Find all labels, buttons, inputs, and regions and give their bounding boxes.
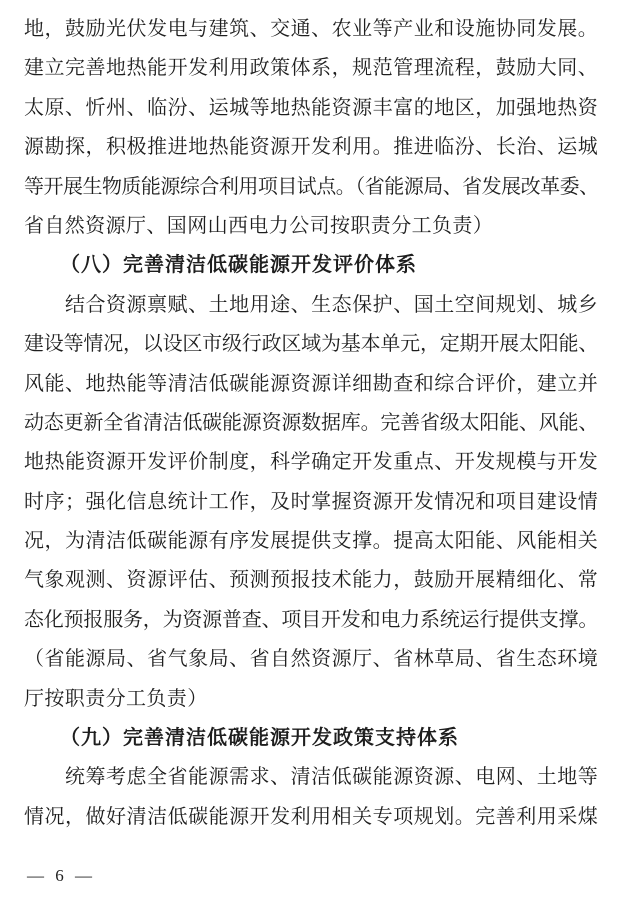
text-line: （省能源局、省气象局、省自然资源厅、省林草局、省生态环境 [24, 648, 598, 671]
text-line: 源勘探，积极推进地热能资源开发利用。推进临汾、长治、运城 [24, 136, 598, 159]
text-line: 结合资源禀赋、土地用途、生态保护、国土空间规划、城乡 [65, 293, 598, 316]
page-number: — 6 — [27, 866, 94, 885]
text-line: 统筹考虑全省能源需求、清洁低碳能源资源、电网、土地等 [65, 766, 598, 789]
text-line: 等开展生物质能源综合利用项目试点。（省能源局、省发展改革委、 [24, 175, 598, 198]
text-line: 建设等情况，以设区市级行政区域为基本单元，定期开展太阳能、 [24, 333, 598, 356]
text-line: 况，为清洁低碳能源有序发展提供支撑。提高太阳能、风能相关 [24, 530, 598, 553]
text-line: 动态更新全省清洁低碳能源资源数据库。完善省级太阳能、风能、 [24, 411, 598, 434]
text-line: 时序；强化信息统计工作，及时掌握资源开发情况和项目建设情 [24, 490, 598, 513]
section-heading: （八）完善清洁低碳能源开发评价体系 [60, 254, 417, 277]
text-line: 气象观测、资源评估、预测预报技术能力，鼓励开展精细化、常 [24, 569, 598, 592]
text-line: 风能、地热能等清洁低碳能源资源详细勘查和综合评价，建立并 [24, 372, 598, 395]
document-body [24, 10, 598, 837]
text-line: 省自然资源厅、国网山西电力公司按职责分工负责） [24, 214, 494, 237]
text-line: 地，鼓励光伏发电与建筑、交通、农业等产业和设施协同发展。 [24, 18, 598, 40]
text-line: 建立完善地热能开发利用政策体系，规范管理流程，鼓励大同、 [24, 57, 598, 80]
section-heading: （九）完善清洁低碳能源开发政策支持体系 [60, 727, 459, 750]
text-line: 情况，做好清洁低碳能源开发利用相关专项规划。完善利用采煤 [24, 805, 598, 828]
text-line: 太原、忻州、临汾、运城等地热能资源丰富的地区，加强地热资 [24, 96, 598, 119]
text-line: 厅按职责分工负责） [24, 687, 208, 710]
text-line: 地热能资源开发评价制度，科学确定开发重点、开发规模与开发 [24, 451, 598, 474]
text-line: 态化预报服务，为资源普查、项目开发和电力系统运行提供支撑。 [24, 608, 598, 631]
